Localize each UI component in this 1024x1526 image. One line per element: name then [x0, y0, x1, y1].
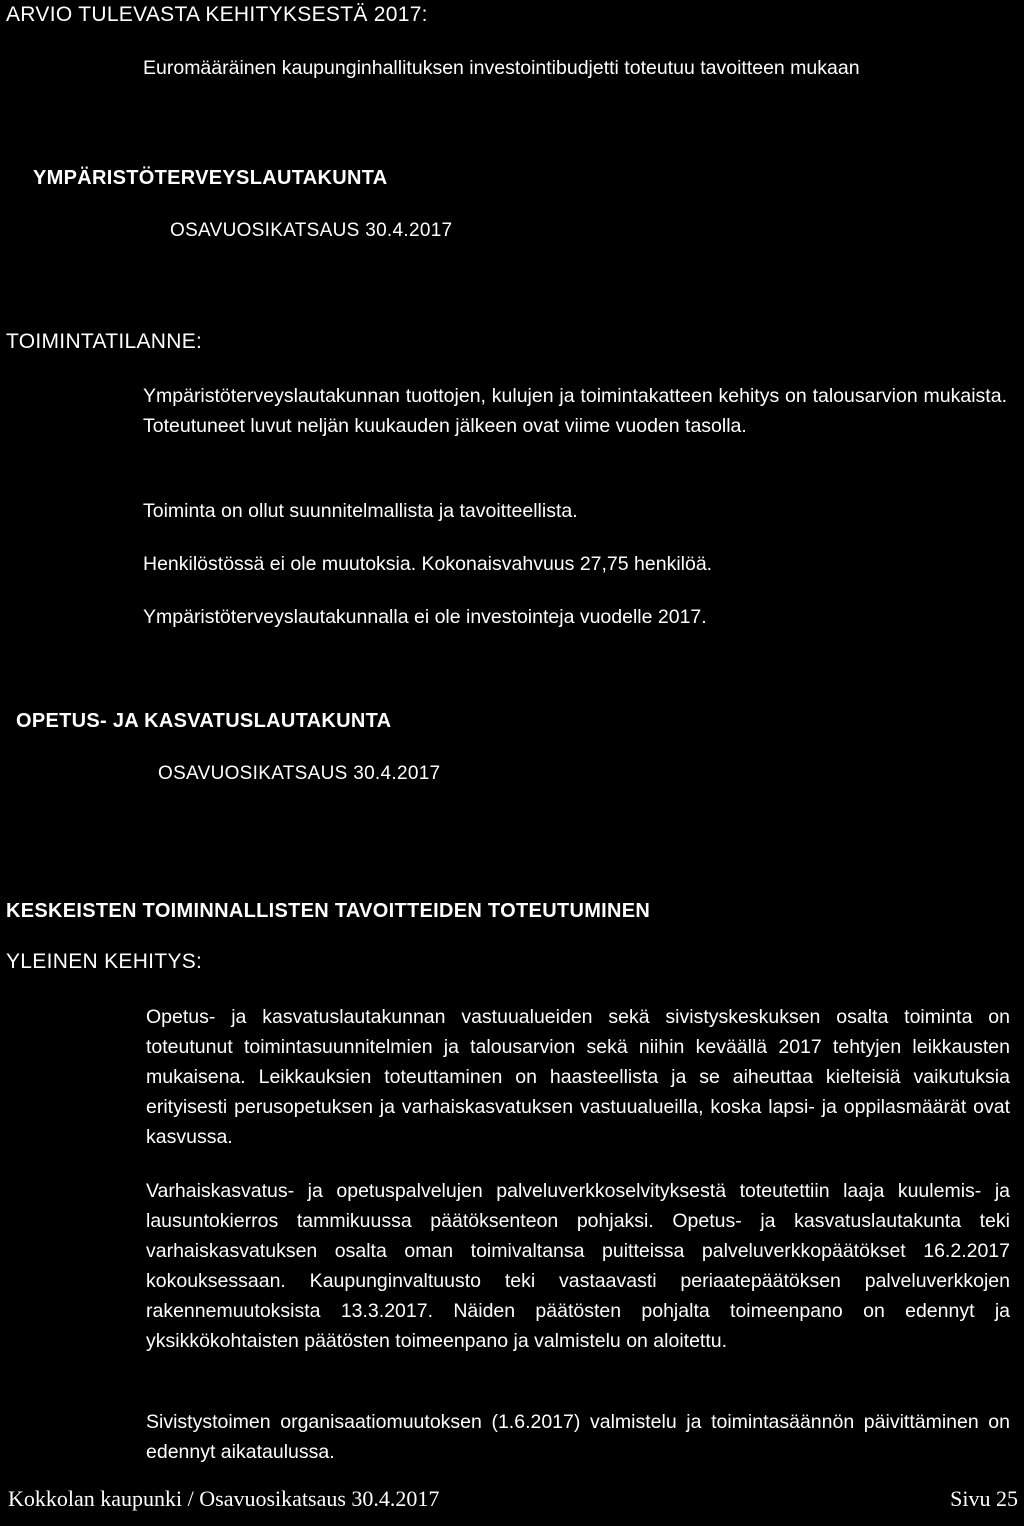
- opetus-subheading: OSAVUOSIKATSAUS 30.4.2017: [158, 763, 441, 784]
- ymparisto-paragraph-3: Henkilöstössä ei ole muutoksia. Kokonaisvahvuus 27,75 henkilöä.: [143, 553, 713, 575]
- page-footer: [8, 1486, 1018, 1512]
- opetus-heading: OPETUS- JA KASVATUSLAUTAKUNTA: [16, 710, 392, 732]
- ymparisto-section-label: TOIMINTATILANNE:: [6, 330, 203, 353]
- opetus-section-label: YLEINEN KEHITYS:: [6, 950, 203, 973]
- ymparisto-heading: YMPÄRISTÖTERVEYSLAUTAKUNTA: [33, 167, 388, 189]
- ymparisto-paragraph-2: Toiminta on ollut suunnitelmallista ja tavoitteellista.: [143, 500, 578, 522]
- opetus-paragraph-2: Varhaiskasvatus- ja opetuspalvelujen palveluverkkoselvityksestä toteutettiin laaja kuulemis- ja lausuntokierros tammikuussa päätöksenteon pohjaksi. Opetus- ja kasvatuslautakunta teki varhaiskasvatuksen osalta oman toimivaltansa puitteissa palveluverkkopäätökset 16.2.2017 kokouksessaan. Kaupunginvaltuusto teki vastaavasti periaatepäätöksen palveluverkkojen rakennemuutoksista 13.3.2017. Näiden päätösten pohjalta toimeenpano on edennyt ja yksikkökohtaisten päätösten toimeenpano ja valmistelu on aloitettu.: [146, 1180, 1010, 1352]
- page-number: Sivu 25: [950, 1486, 1018, 1511]
- ymparisto-paragraph-1: Ympäristöterveyslautakunnan tuottojen, kulujen ja toimintakatteen kehitys on talousarvion mukaista. Toteutuneet luvut neljän kuukauden jälkeen ovat viime vuoden tasolla.: [143, 385, 1007, 437]
- arvio-text: Euromääräinen kaupunginhallituksen investointibudjetti toteutuu tavoitteen mukaan: [143, 57, 860, 79]
- ymparisto-paragraph-4: Ympäristöterveyslautakunnalla ei ole investointeja vuodelle 2017.: [143, 606, 707, 628]
- ymparisto-subheading: OSAVUOSIKATSAUS 30.4.2017: [170, 220, 453, 241]
- opetus-paragraph-3: Sivistystoimen organisaatiomuutoksen (1.6.2017) valmistelu ja toimintasäännön päivittäminen on edennyt aikataulussa.: [146, 1411, 1010, 1463]
- tavoitteet-heading: KESKEISTEN TOIMINNALLISTEN TAVOITTEIDEN TOTEUTUMINEN: [6, 900, 651, 922]
- opetus-paragraph-1: Opetus- ja kasvatuslautakunnan vastuualueiden sekä sivistyskeskuksen osalta toiminta on toteutunut toimintasuunnitelmien ja talousarvion sekä niihin keväällä 2017 tehtyjen leikkausten mukaisena. Leikkauksien toteuttaminen on haasteellista ja se aiheuttaa kielteisiä vaikutuksia erityisesti perusopetuksen ja varhaiskasvatuksen vastuualueilla, koska lapsi- ja oppilasmäärät ovat kasvussa.: [146, 1006, 1010, 1148]
- arvio-heading: ARVIO TULEVASTA KEHITYKSESTÄ 2017:: [6, 3, 428, 26]
- footer-document-title: Kokkolan kaupunki / Osavuosikatsaus 30.4.2017: [8, 1486, 440, 1511]
